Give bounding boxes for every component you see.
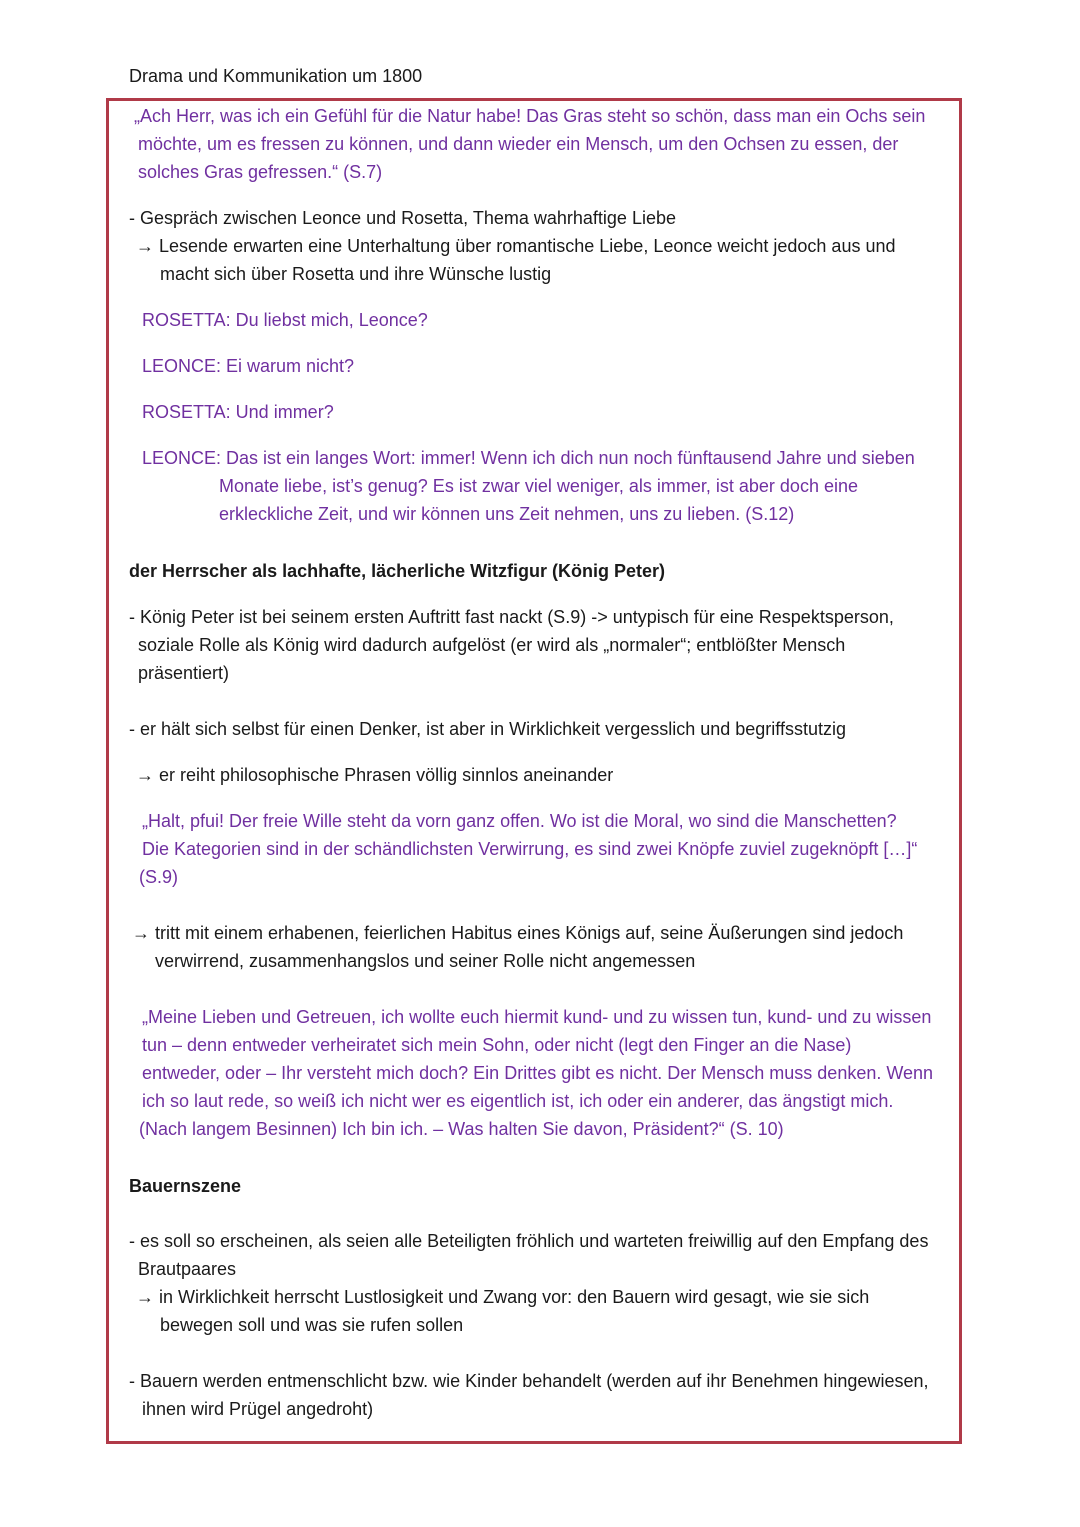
text-line: - Gespräch zwischen Leonce und Rosetta, Thema wahrhaftige Liebe [129, 208, 676, 228]
dialogue-leonce-2 [142, 444, 915, 528]
text-line: - es soll so erscheinen, als seien alle Beteiligten fröhlich und warteten freiwillig auf den Empfang des [129, 1231, 929, 1251]
text-line: - König Peter ist bei seinem ersten Auftritt fast nackt (S.9) -> untypisch für eine Respektsperson, [129, 607, 894, 627]
text-line: macht sich über Rosetta und ihre Wünsche lustig [160, 264, 552, 284]
text-line: soziale Rolle als König wird dadurch aufgelöst (er wird als „normaler“; entblößter Mensch [138, 635, 846, 655]
text-line: Die Kategorien sind in der schändlichsten Verwirrung, es sind zwei Knöpfe zuviel zugeknöpft […]“ [142, 839, 918, 859]
text-line: möchte, um es fressen zu können, und dann wieder ein Mensch, um den Ochsen zu essen, der [138, 134, 899, 154]
dialogue-leonce-1: LEONCE: Ei warum nicht? [142, 356, 355, 376]
text-line: entweder, oder – Ihr versteht mich doch? Ein Drittes gibt es nicht. Der Mensch muss denken. Wenn [142, 1063, 934, 1083]
text-line: bewegen soll und was sie rufen sollen [160, 1315, 464, 1335]
arrow-habitus [132, 919, 903, 975]
text-line: ich so laut rede, so weiß ich nicht wer es eigentlich ist, ich oder ein anderer, das ängstigt mich. [142, 1091, 894, 1111]
text-line: solches Gras gefressen.“ (S.7) [138, 162, 383, 182]
text-line: → tritt mit einem erhabenen, feierlichen Habitus eines Königs auf, seine Äußerungen sind jedoch [132, 923, 904, 943]
text-line: → Lesende erwarten eine Unterhaltung über romantische Liebe, Leonce weicht jedoch aus und [136, 236, 896, 256]
text-line: verwirrend, zusammenhangslos und seiner Rolle nicht angemessen [155, 951, 696, 971]
bullet-gespraech [129, 204, 896, 288]
text-line: (Nach langem Besinnen) Ich bin ich. – Was halten Sie davon, Präsident?“ (S. 10) [139, 1119, 784, 1139]
quote-freier-wille [139, 807, 917, 891]
section-heading-herrscher: der Herrscher als lachhafte, lächerliche Witzfigur (König Peter) [129, 561, 665, 581]
bullet-denker: - er hält sich selbst für einen Denker, ist aber in Wirklichkeit vergesslich und begriffsstutzig [129, 719, 846, 739]
arrow-phrasen: → er reiht philosophische Phrasen völlig sinnlos aneinander [136, 765, 614, 785]
text-line: „Halt, pfui! Der freie Wille steht da vorn ganz offen. Wo ist die Moral, wo sind die Manschetten? [142, 811, 897, 831]
dialogue-rosetta-2: ROSETTA: Und immer? [142, 402, 334, 422]
section-heading-bauernszene: Bauernszene [129, 1176, 242, 1196]
page-header: Drama und Kommunikation um 1800 [129, 66, 423, 86]
text-line: „Meine Lieben und Getreuen, ich wollte euch hiermit kund- und zu wissen tun, kund- und zu wissen [142, 1007, 932, 1027]
text-line: Brautpaares [138, 1259, 237, 1279]
text-line: präsentiert) [138, 663, 230, 683]
text-line: tun – denn entweder verheiratet sich mein Sohn, oder nicht (legt den Finger an die Nase) [142, 1035, 852, 1055]
text-line: Monate liebe, ist’s genug? Es ist zwar viel weniger, als immer, ist aber doch eine [219, 476, 858, 496]
bullet-entmenschlicht [129, 1367, 928, 1423]
text-line: (S.9) [139, 867, 179, 887]
bullet-koenig-nackt [129, 603, 894, 687]
quote-getreuen [139, 1003, 933, 1143]
dialogue-rosetta-1: ROSETTA: Du liebst mich, Leonce? [142, 310, 428, 330]
quote-ochs [134, 102, 925, 186]
text-line: erkleckliche Zeit, und wir können uns Zeit nehmen, uns zu lieben. (S.12) [219, 504, 795, 524]
text-line: „Ach Herr, was ich ein Gefühl für die Natur habe! Das Gras steht so schön, dass man ein Ochs sein [134, 106, 926, 126]
bullet-froehlich [129, 1227, 928, 1339]
text-line: - Bauern werden entmenschlicht bzw. wie Kinder behandelt (werden auf ihr Benehmen hingewiesen, [129, 1371, 929, 1391]
text-line: LEONCE: Das ist ein langes Wort: immer! Wenn ich dich nun noch fünftausend Jahre und sieben [142, 448, 915, 468]
text-line: → in Wirklichkeit herrscht Lustlosigkeit und Zwang vor: den Bauern wird gesagt, wie sie sich [136, 1287, 870, 1307]
text-line: ihnen wird Prügel angedroht) [142, 1399, 374, 1419]
